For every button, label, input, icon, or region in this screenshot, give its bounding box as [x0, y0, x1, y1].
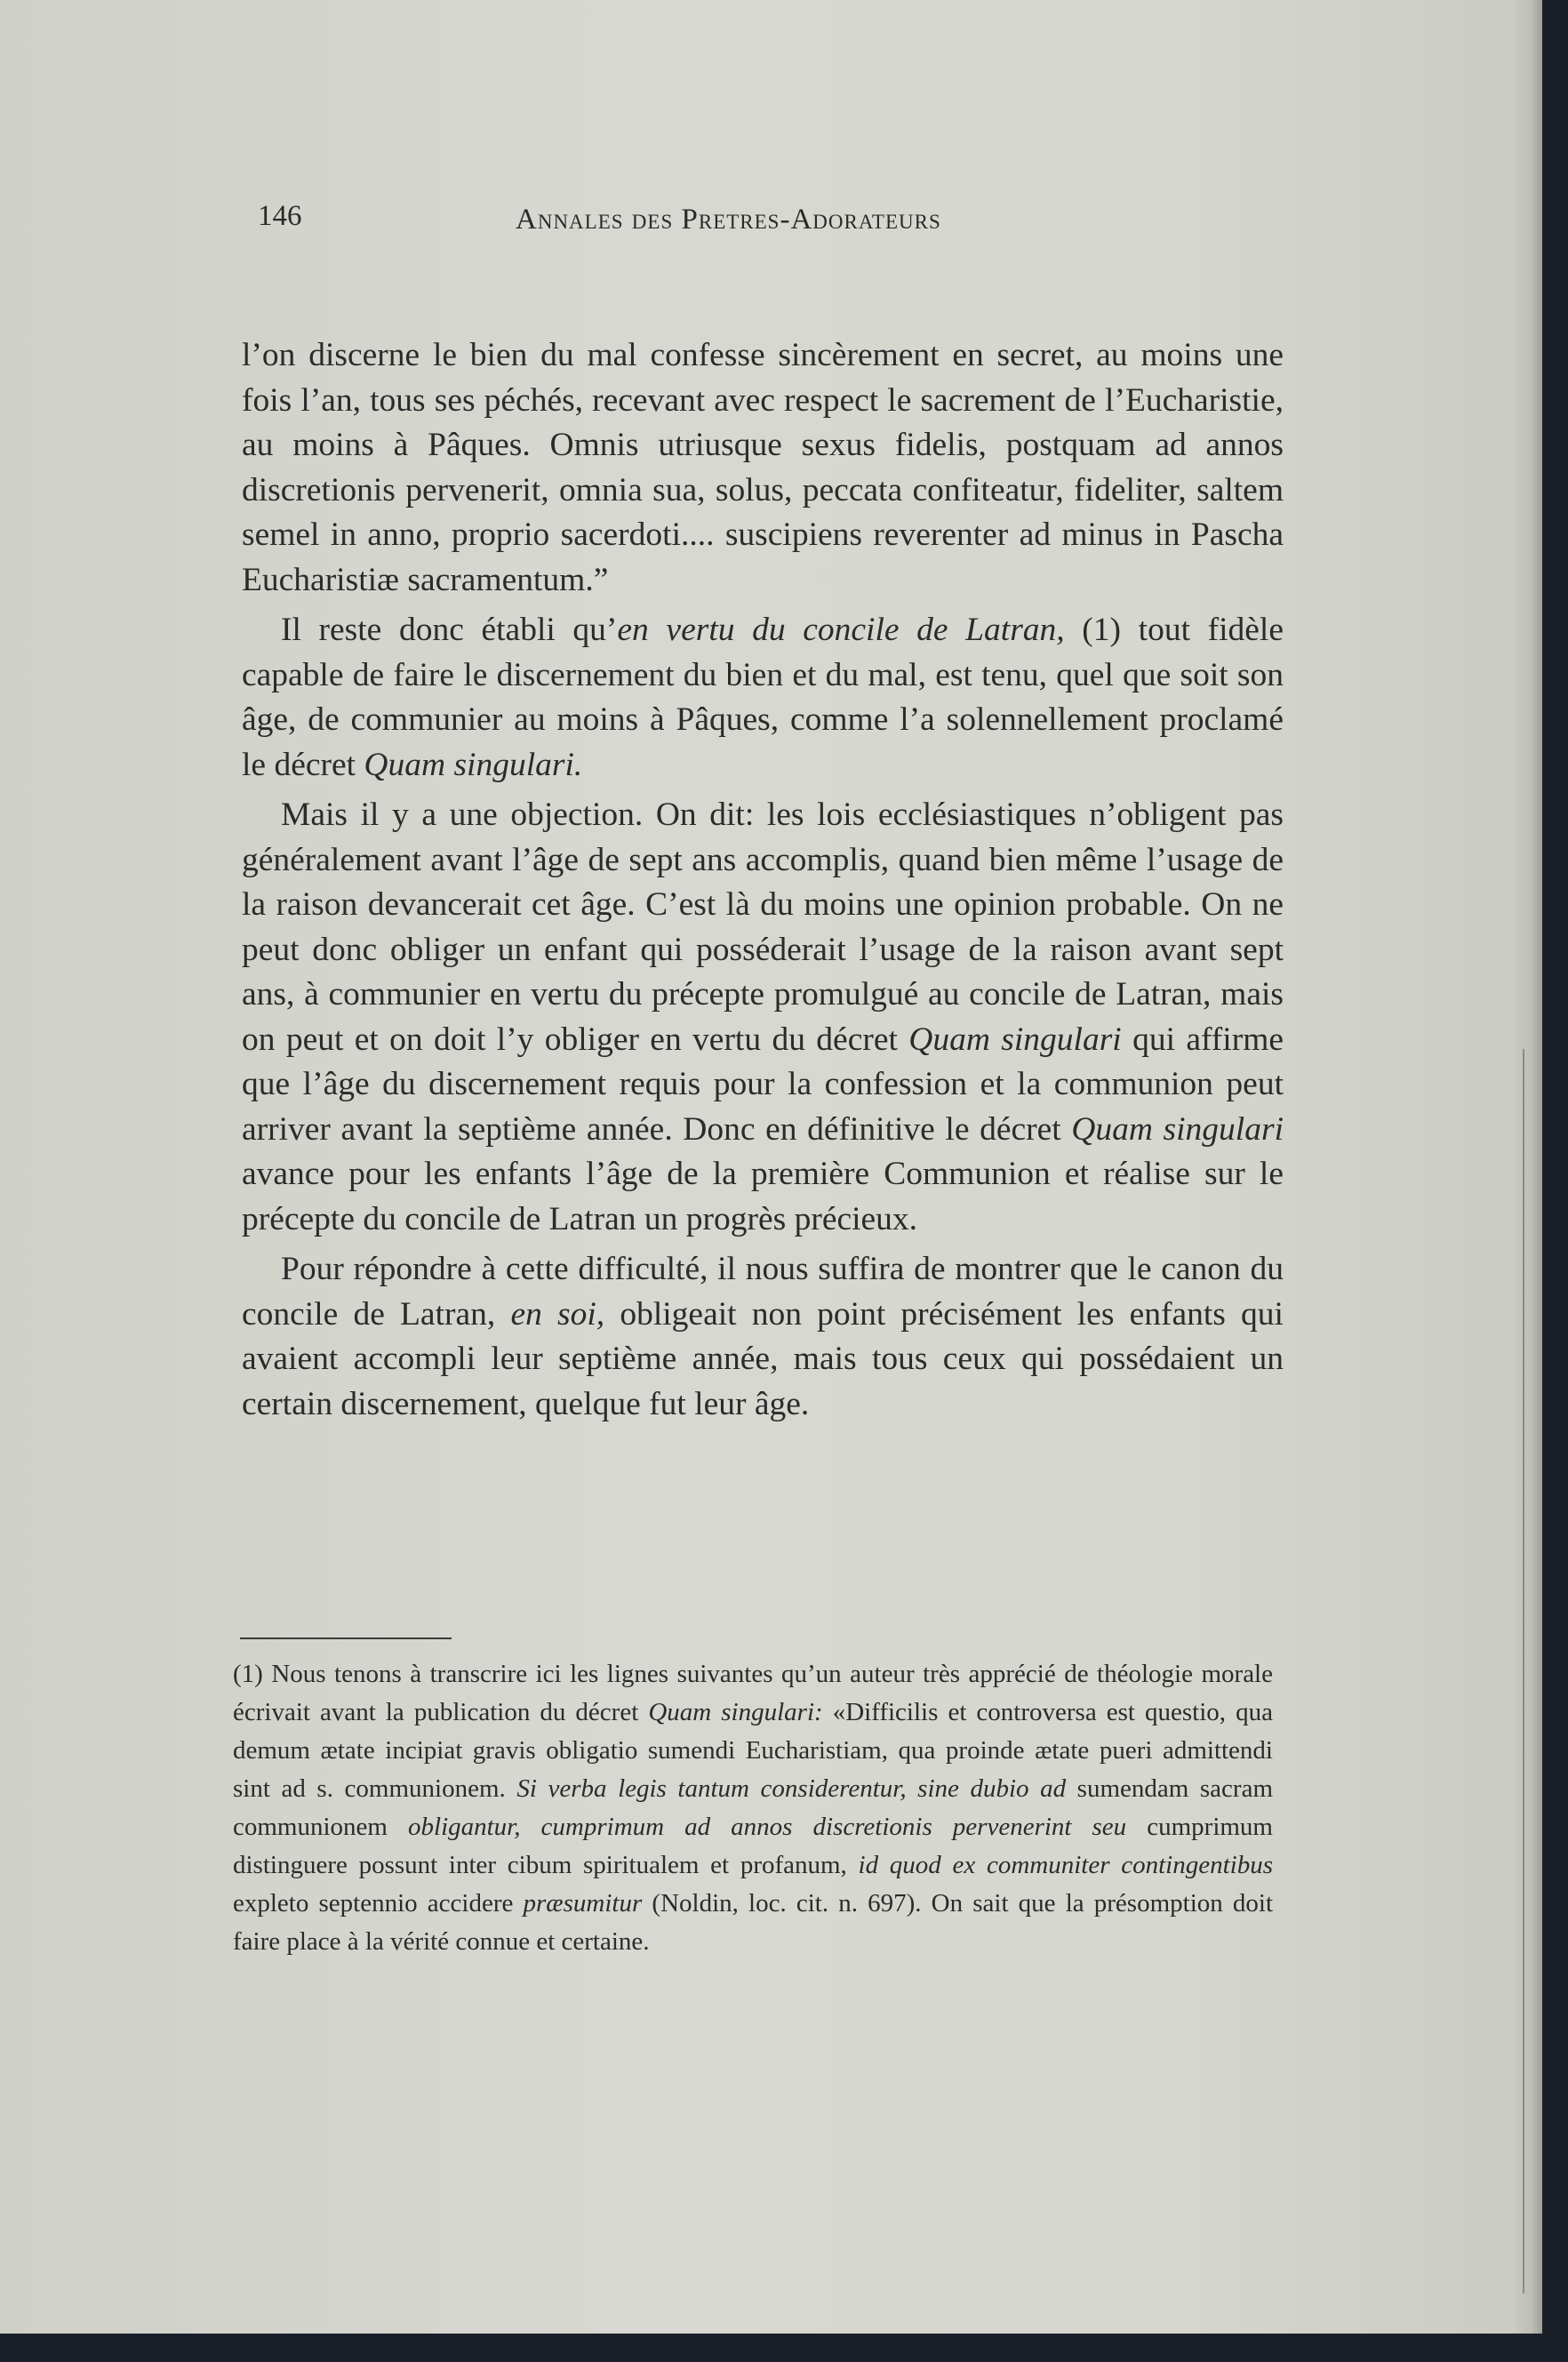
paragraph-3-italic-1: Quam singulari — [908, 1021, 1122, 1058]
paragraph-3-text-1: Mais il y a une objection. On dit: les lois ecclésiastiques n’obligent pas généralement avant l’âge de sept ans accomplis, quand bien même l’usage de la raison devancerait cet âge. C’est là du moins une opinion probable. On ne peut donc obliger un enfant qui posséderait l’usage de la raison avant sept ans, à communier en vertu du précepte promulgué au concile de Latran, mais on peut et on doit l’y obliger en vertu du décret — [242, 797, 1284, 1058]
paragraph-2-italic-2: Quam singulari. — [364, 746, 583, 783]
paragraph-3-italic-2: Quam singulari — [1071, 1110, 1284, 1148]
paragraph-3-text-2: qui affirme que l’âge du discernement requis pour la confession et la communion peut arriver avant la septième année. Donc en définitive le décret — [242, 1021, 1284, 1148]
page-header — [258, 200, 1289, 236]
footnote — [233, 1655, 1273, 1961]
paragraph-4-text-2: obligeait non point précisément les enfants qui avaient accompli leur septième année, mais tous ceux qui possédaient un certain discernement, quelque fut leur âge. — [242, 1295, 1284, 1422]
page-edge-line — [1523, 1049, 1524, 2294]
footnote-italic-1: Quam singulari: — [648, 1698, 823, 1726]
footnote-text-6: (Noldin, loc. cit. n. 697). On sait que la présomption doit faire place à la vérité connue et certaine. — [233, 1889, 1274, 1956]
paragraph-2-text-2: (1) tout fidèle capable de faire le discernement du bien et du mal, est tenu, quel que soit son âge, de communier au moins à Pâques, comme l’a solennellement proclamé le décret — [242, 612, 1284, 783]
paragraph-3-text-3: avance pour les enfants l’âge de la première Communion et réalise sur le précepte du concile de Latran un progrès précieux. — [242, 1156, 1284, 1237]
paragraph-1: l’on discerne le bien du mal confesse sincèrement en secret, au moins une fois l’an, tous ses péchés, recevant avec respect le sacrement de l’Eucharistie, au moins à Pâques. Omnis utriusque sexus fidelis, postquam ad annos discretionis pervenerit, omnia sua, solus, peccata confiteatur, fideliter, saltem semel in anno, proprio sacerdoti.... suscipiens reverenter ad minus in Pascha Eucharistiæ sacramentum.” — [242, 337, 1284, 598]
paragraph-3 — [242, 793, 1284, 1242]
page-edge — [1516, 0, 1542, 2334]
paragraph-4 — [242, 1247, 1284, 1427]
footnote-text-5: expleto septennio accidere — [233, 1889, 524, 1918]
footnote-italic-4: id quod ex communiter contingentibus — [858, 1851, 1273, 1879]
paragraph-2-text-1: Il reste donc établi qu’ — [281, 612, 618, 648]
paragraph-2 — [242, 608, 1284, 788]
footnote-italic-3: obligantur, cumprimum ad annos discretionis pervenerint seu — [408, 1813, 1127, 1841]
footnote-italic-5: præsumitur — [523, 1889, 643, 1918]
footnote-text-1: (1) Nous tenons à transcrire ici les lignes suivantes qu’un auteur très apprécié de théologie morale écrivait avant la publication du décret — [233, 1660, 1273, 1726]
footnote-italic-2: Si verba legis tantum considerentur, sine dubio ad — [516, 1774, 1067, 1803]
paragraph-4-italic-1: en soi, — [510, 1295, 605, 1333]
main-text — [242, 333, 1284, 1427]
footnote-paragraph — [233, 1655, 1273, 1961]
footnote-rule — [240, 1637, 452, 1639]
running-title: Annales des Pretres-Adorateurs — [516, 204, 941, 236]
footnote-text-3: sumendam sacram communionem — [233, 1774, 1274, 1841]
page-number: 146 — [258, 200, 302, 232]
paragraph-2-italic-1: en vertu du concile de Latran, — [617, 612, 1065, 648]
paragraph-4-text-1: Pour répondre à cette difficulté, il nous suffira de montrer que le canon du concile de Latran, — [242, 1251, 1284, 1333]
footnote-text-4: cumprimum distinguere possunt inter cibum spiritualem et profanum, — [233, 1813, 1273, 1879]
footnote-text-2: «Difficilis et controversa est questio, qua demum ætate incipiat gravis obligatio sumendi Eucharistiam, qua proinde ætate pueri admittendi sint ad s. communionem. — [233, 1698, 1273, 1803]
